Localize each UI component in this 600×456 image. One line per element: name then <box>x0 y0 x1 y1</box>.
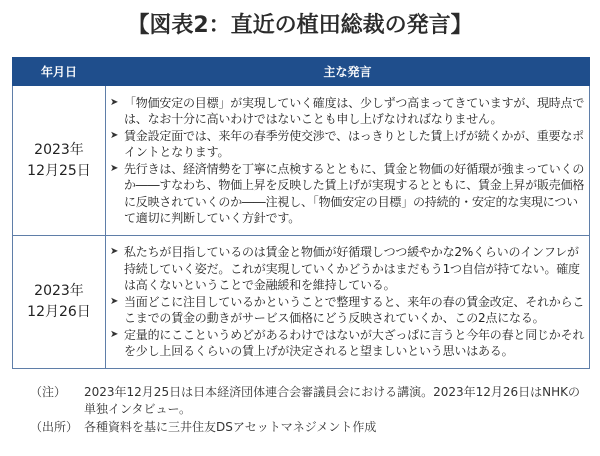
date-day: 12月25日 <box>27 162 91 179</box>
date-day: 12月26日 <box>27 304 91 320</box>
statements-cell <box>106 236 590 369</box>
date-year: 2023年 <box>34 141 84 158</box>
figure-title: 【図表2：直近の植田総裁の発言】 <box>127 13 473 38</box>
table-header-row <box>13 58 590 86</box>
list-item: ➤ 先行きは、経済情勢を丁寧に点検するとともに、賃金と物価の好循環が強まっていくのか――すなわち、物価上昇を反映した賃上げが実現するとともに、賃金上昇が販売価格に反映されていくのか――注視し、「物価安定の目標」の持続的・安定的な実現について適切に判断していく方針です。 <box>110 161 585 227</box>
date-cell <box>13 236 106 369</box>
list-item: ➤ 私たちが目指しているのは賃金と物価が好循環しつつ緩やかな2%くらいのインフレが持続していく姿だ。これが実現していくかどうかはまだもう1つ自信が持てない。確度は高くないということで金融緩和を維持している。 <box>110 244 585 294</box>
list-item: ➤ 当面どこに注目しているかということで整理すると、来年の春の賃金改定、それからここまでの賃金の動きがサービス価格にどう反映されていくか、この2点になる。 <box>110 294 585 327</box>
statements-cell <box>106 86 590 236</box>
header-statements: 主な発言 <box>106 58 590 86</box>
list-item: ➤ 定量的にここというめどがあるわけではないが大ざっぱに言うと今年の春と同じかそれを少し上回るくらいの賃上げが決定されると望ましいという思いはある。 <box>110 327 585 360</box>
source-row <box>30 419 590 436</box>
notes <box>30 384 590 436</box>
note-label: （注） <box>30 385 67 399</box>
date-cell <box>13 86 106 236</box>
statement-list <box>110 244 585 360</box>
header-date: 年月日 <box>13 58 106 86</box>
note-text: 2023年12月25日は日本経済団体連合会審議員会における講演。2023年12月26日はNHKの単独インタビュー。 <box>84 385 581 416</box>
statements-table <box>12 57 590 369</box>
table-row <box>13 236 590 369</box>
table-row <box>13 86 590 236</box>
statement-list <box>110 95 585 227</box>
list-item: ➤ 賃金設定面では、来年の春季労使交渉で、はっきりとした賃上げが続くかが、重要なポイントとなります。 <box>110 128 585 161</box>
note-row <box>30 384 590 417</box>
source-label: （出所） <box>30 420 79 434</box>
date-year: 2023年 <box>34 283 84 299</box>
source-text: 各種資料を基に三井住友DSアセットマネジメント作成 <box>84 420 377 434</box>
list-item: ➤ 「物価安定の目標」が実現していく確度は、少しずつ高まってきていますが、現時点では、なお十分に高いわけではないことも申し上げなければなりません。 <box>110 95 585 128</box>
